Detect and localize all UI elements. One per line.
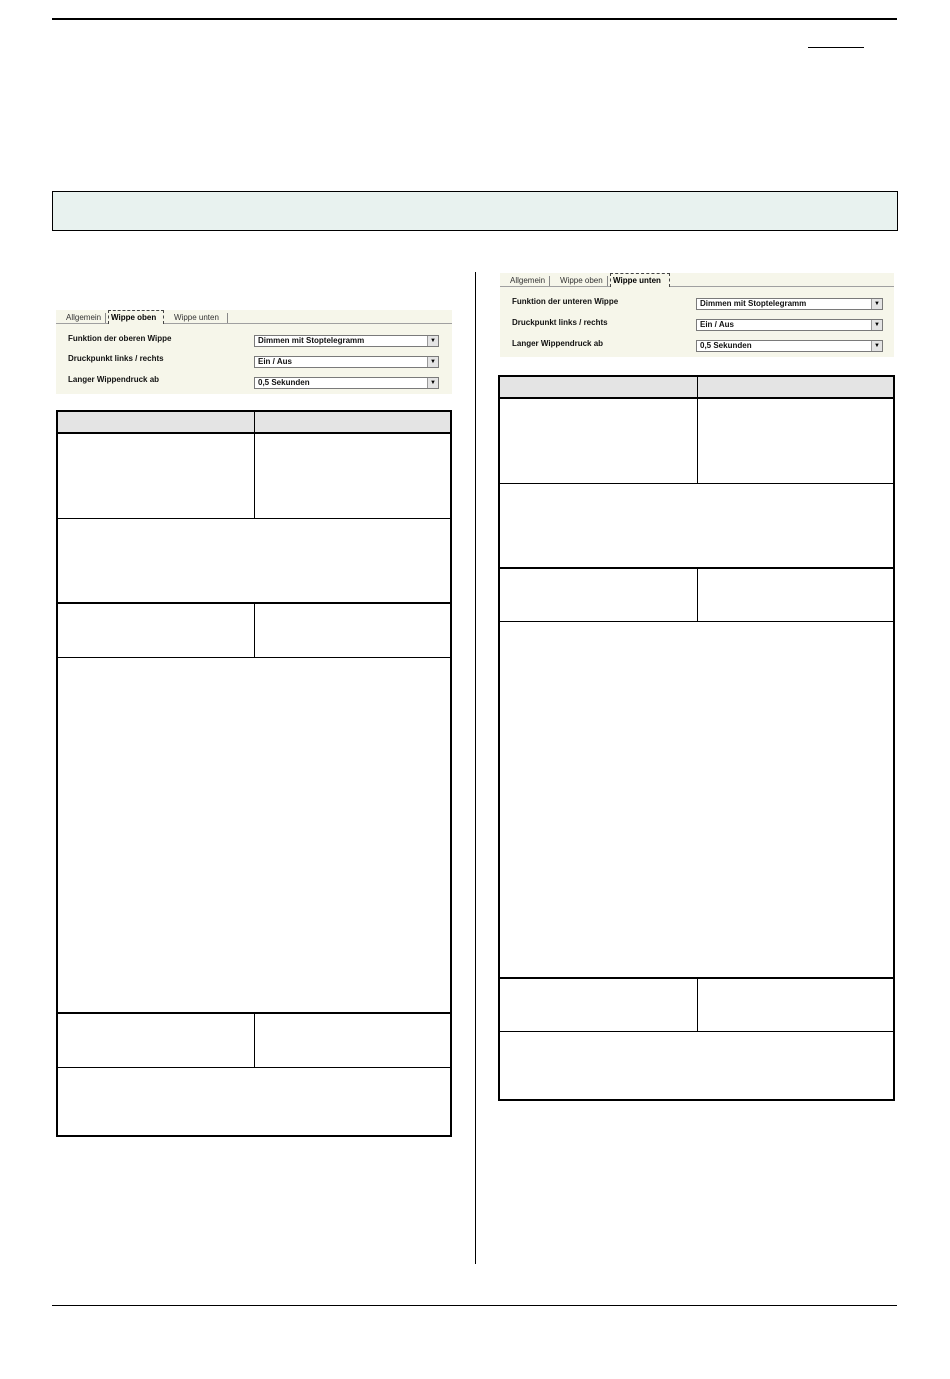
tab-allgemein[interactable]: Allgemein [508,276,550,286]
param-label-wippendruck: Langer Wippendruck ab [68,375,160,384]
tab-wippe-unten[interactable]: Wippe unten [172,313,228,323]
select-value: 0,5 Sekunden [700,341,752,350]
param-label-funktion: Funktion der unteren Wippe [512,297,619,306]
select-value: Ein / Aus [258,357,292,366]
header-page-marker [808,47,864,48]
chevron-down-icon[interactable]: ▼ [427,336,438,346]
table-description-row [500,621,893,977]
table-description-row [58,1067,450,1135]
parameter-dialog-right [500,273,894,357]
header-rule [52,18,897,20]
tab-bar [500,273,894,287]
column-separator [254,412,255,518]
parameter-dialog-left [56,310,452,394]
param-label-druckpunkt: Druckpunkt links / rechts [512,318,608,327]
table-description-row [58,657,450,1012]
param-label-druckpunkt: Druckpunkt links / rechts [68,354,164,363]
param-select-druckpunkt[interactable] [696,319,883,331]
param-select-funktion[interactable] [254,335,439,347]
table-description-row [500,483,893,569]
tab-bar [56,310,452,324]
parameter-table-right [498,375,895,1101]
chevron-down-icon[interactable]: ▼ [871,299,882,309]
chevron-down-icon[interactable]: ▼ [871,341,882,351]
chevron-down-icon[interactable]: ▼ [427,378,438,388]
select-value: 0,5 Sekunden [258,378,310,387]
select-value: Dimmen mit Stoptelegramm [258,336,365,345]
section-banner [52,191,898,231]
param-select-funktion[interactable] [696,298,883,310]
column-separator [697,567,698,621]
column-separator [254,602,255,657]
tab-wippe-unten[interactable]: Wippe unten [610,273,670,287]
param-select-wippendruck[interactable] [696,340,883,352]
tab-wippe-oben[interactable]: Wippe oben [108,310,164,324]
column-divider [475,272,476,1264]
column-separator [697,977,698,1031]
parameter-table-left [56,410,452,1137]
table-description-row [58,518,450,604]
chevron-down-icon[interactable]: ▼ [871,320,882,330]
param-select-druckpunkt[interactable] [254,356,439,368]
select-value: Dimmen mit Stoptelegramm [700,299,807,308]
select-value: Ein / Aus [700,320,734,329]
tab-wippe-oben[interactable]: Wippe oben [558,276,608,286]
chevron-down-icon[interactable]: ▼ [427,357,438,367]
table-description-row [500,1031,893,1099]
tab-allgemein[interactable]: Allgemein [64,313,106,323]
param-label-wippendruck: Langer Wippendruck ab [512,339,604,348]
param-label-funktion: Funktion der oberen Wippe [68,334,172,343]
column-separator [697,377,698,483]
param-select-wippendruck[interactable] [254,377,439,389]
column-separator [254,1012,255,1067]
footer-rule [52,1305,897,1306]
